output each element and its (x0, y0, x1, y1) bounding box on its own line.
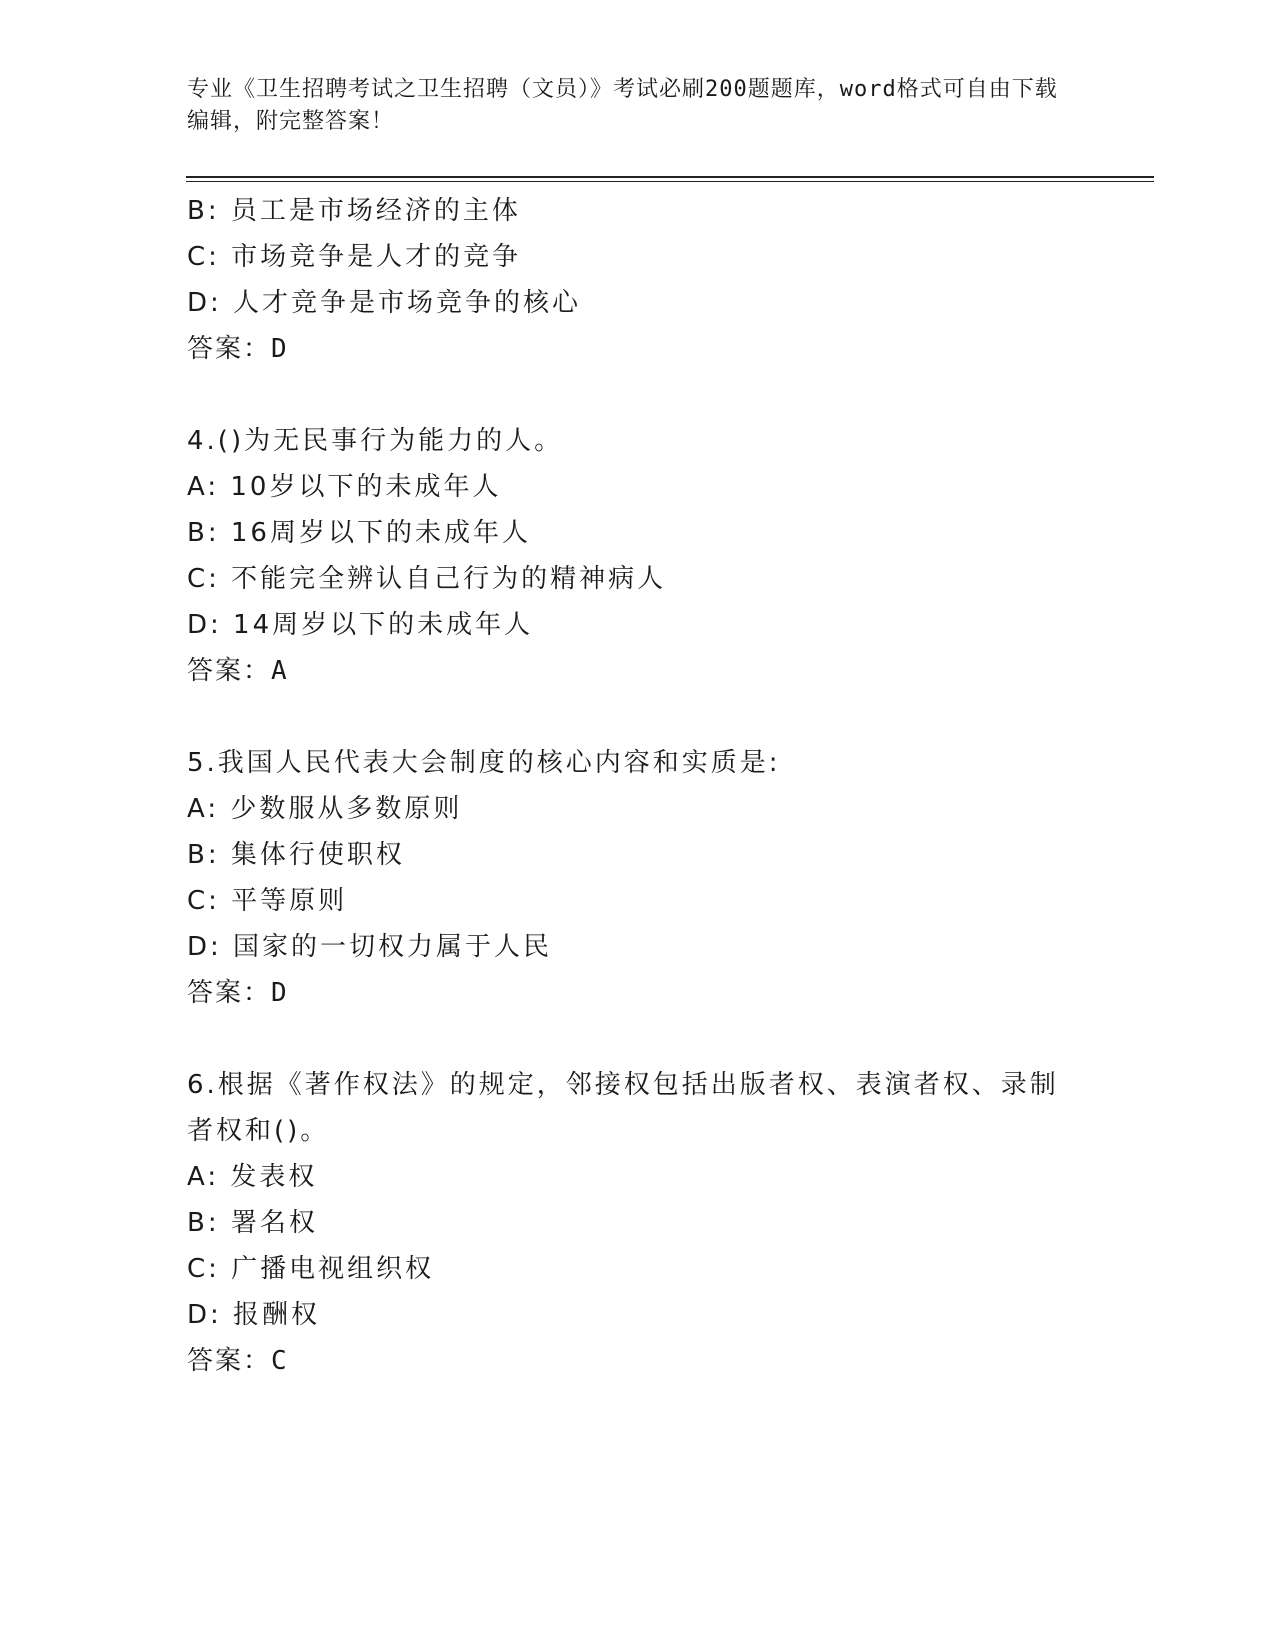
answer-label: 答案： (187, 1346, 272, 1376)
answer-label: 答案： (187, 656, 272, 686)
option-a: A: 10岁以下的未成年人 (187, 472, 502, 502)
answer-label: 答案： (187, 978, 272, 1008)
option-d: D: 人才竞争是市场竞争的核心 (187, 288, 582, 318)
answer-value: A (271, 656, 289, 686)
question-block (187, 188, 1087, 372)
option-b: B: 集体行使职权 (187, 840, 405, 870)
question-stem: 5.我国人民代表大会制度的核心内容和实质是: (187, 748, 781, 778)
option-d: D: 国家的一切权力属于人民 (187, 932, 553, 962)
option-b: B: 员工是市场经济的主体 (187, 196, 521, 226)
document-header: 专业《卫生招聘考试之卫生招聘（文员）》考试必刷200题题库，word格式可自由下载编辑，附完整答案！ (187, 77, 1058, 134)
header-divider-thin (186, 181, 1154, 182)
answer-value: D (271, 978, 289, 1008)
answer-value: D (271, 334, 289, 364)
header-divider-thick (186, 176, 1154, 178)
question-block (187, 1062, 1087, 1384)
question-block (187, 740, 1087, 1016)
option-a: A: 发表权 (187, 1162, 318, 1192)
answer-value: C (271, 1346, 289, 1376)
option-b: B: 16周岁以下的未成年人 (187, 518, 531, 548)
option-c: C: 不能完全辨认自己行为的精神病人 (187, 564, 667, 594)
question-stem: 6.根据《著作权法》的规定，邻接权包括出版者权、表演者权、录制者权和()。 (187, 1070, 1059, 1146)
question-stem: 4.()为无民事行为能力的人。 (187, 426, 564, 456)
option-a: A: 少数服从多数原则 (187, 794, 463, 824)
answer-line (187, 326, 1087, 372)
question-block (187, 418, 1087, 694)
answer-line (187, 1338, 1087, 1384)
answer-label: 答案： (187, 334, 272, 364)
option-c: C: 平等原则 (187, 886, 348, 916)
answer-line (187, 970, 1087, 1016)
option-d: D: 报酬权 (187, 1300, 321, 1330)
question-list (187, 188, 1087, 1384)
option-b: B: 署名权 (187, 1208, 318, 1238)
option-d: D: 14周岁以下的未成年人 (187, 610, 534, 640)
answer-line (187, 648, 1087, 694)
option-c: C: 市场竞争是人才的竞争 (187, 242, 522, 272)
option-c: C: 广播电视组织权 (187, 1254, 435, 1284)
